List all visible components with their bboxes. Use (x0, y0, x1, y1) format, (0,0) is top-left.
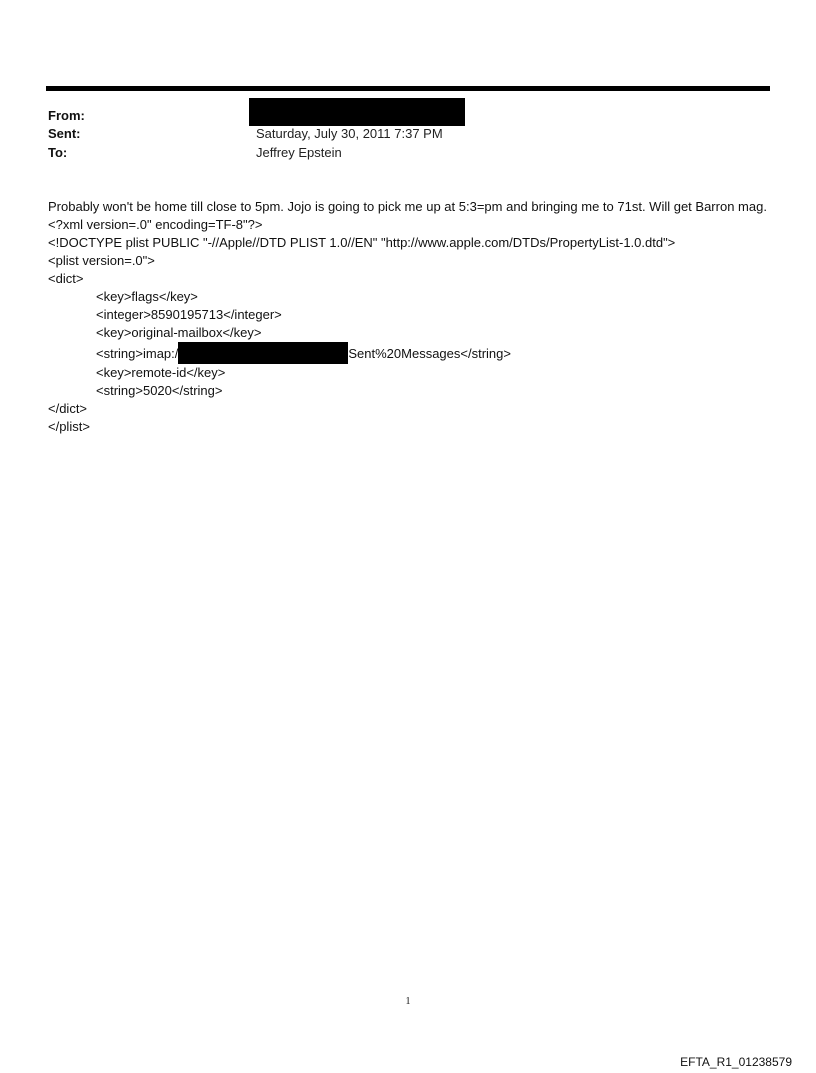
string-remote-line: <string>5020</string> (96, 383, 223, 398)
xml-declaration: <?xml version=.0" encoding=TF-8"?> (48, 217, 263, 232)
sent-label: Sent: (48, 126, 81, 141)
header-divider (46, 86, 770, 91)
integer-flags-line: <integer>8590195713</integer> (96, 307, 282, 322)
key-flags-line: <key>flags</key> (96, 289, 198, 304)
string-imap-suffix: Sent%20Messages</string> (348, 346, 511, 361)
key-mailbox-line: <key>original-mailbox</key> (96, 325, 262, 340)
key-remote-line: <key>remote-id</key> (96, 365, 226, 380)
plist-open-tag: <plist version=.0"> (48, 253, 155, 268)
string-imap-prefix: <string>imap:/ (96, 346, 179, 361)
dict-close-tag: </dict> (48, 401, 88, 416)
dict-open-tag: <dict> (48, 271, 84, 286)
bates-number: EFTA_R1_01238579 (680, 1055, 792, 1069)
string-imap-line (48, 342, 772, 364)
message-paragraph: Probably won't be home till close to 5pm. Jojo is going to pick me up at 5:3=pm and bringing me to 71st. Will get Barron mag. (48, 199, 767, 214)
from-label: From: (48, 108, 85, 123)
to-label: To: (48, 145, 68, 160)
redaction-block-imap (178, 342, 348, 364)
page-number: 1 (405, 996, 411, 1007)
to-value: Jeffrey Epstein (256, 145, 342, 160)
redaction-block-from (249, 98, 465, 126)
email-body (48, 198, 772, 436)
plist-close-tag: </plist> (48, 419, 90, 434)
doctype-line: <!DOCTYPE plist PUBLIC "-//Apple//DTD PLIST 1.0//EN" "http://www.apple.com/DTDs/PropertyList-1.0.dtd"> (48, 235, 676, 250)
sent-value: Saturday, July 30, 2011 7:37 PM (256, 126, 443, 141)
